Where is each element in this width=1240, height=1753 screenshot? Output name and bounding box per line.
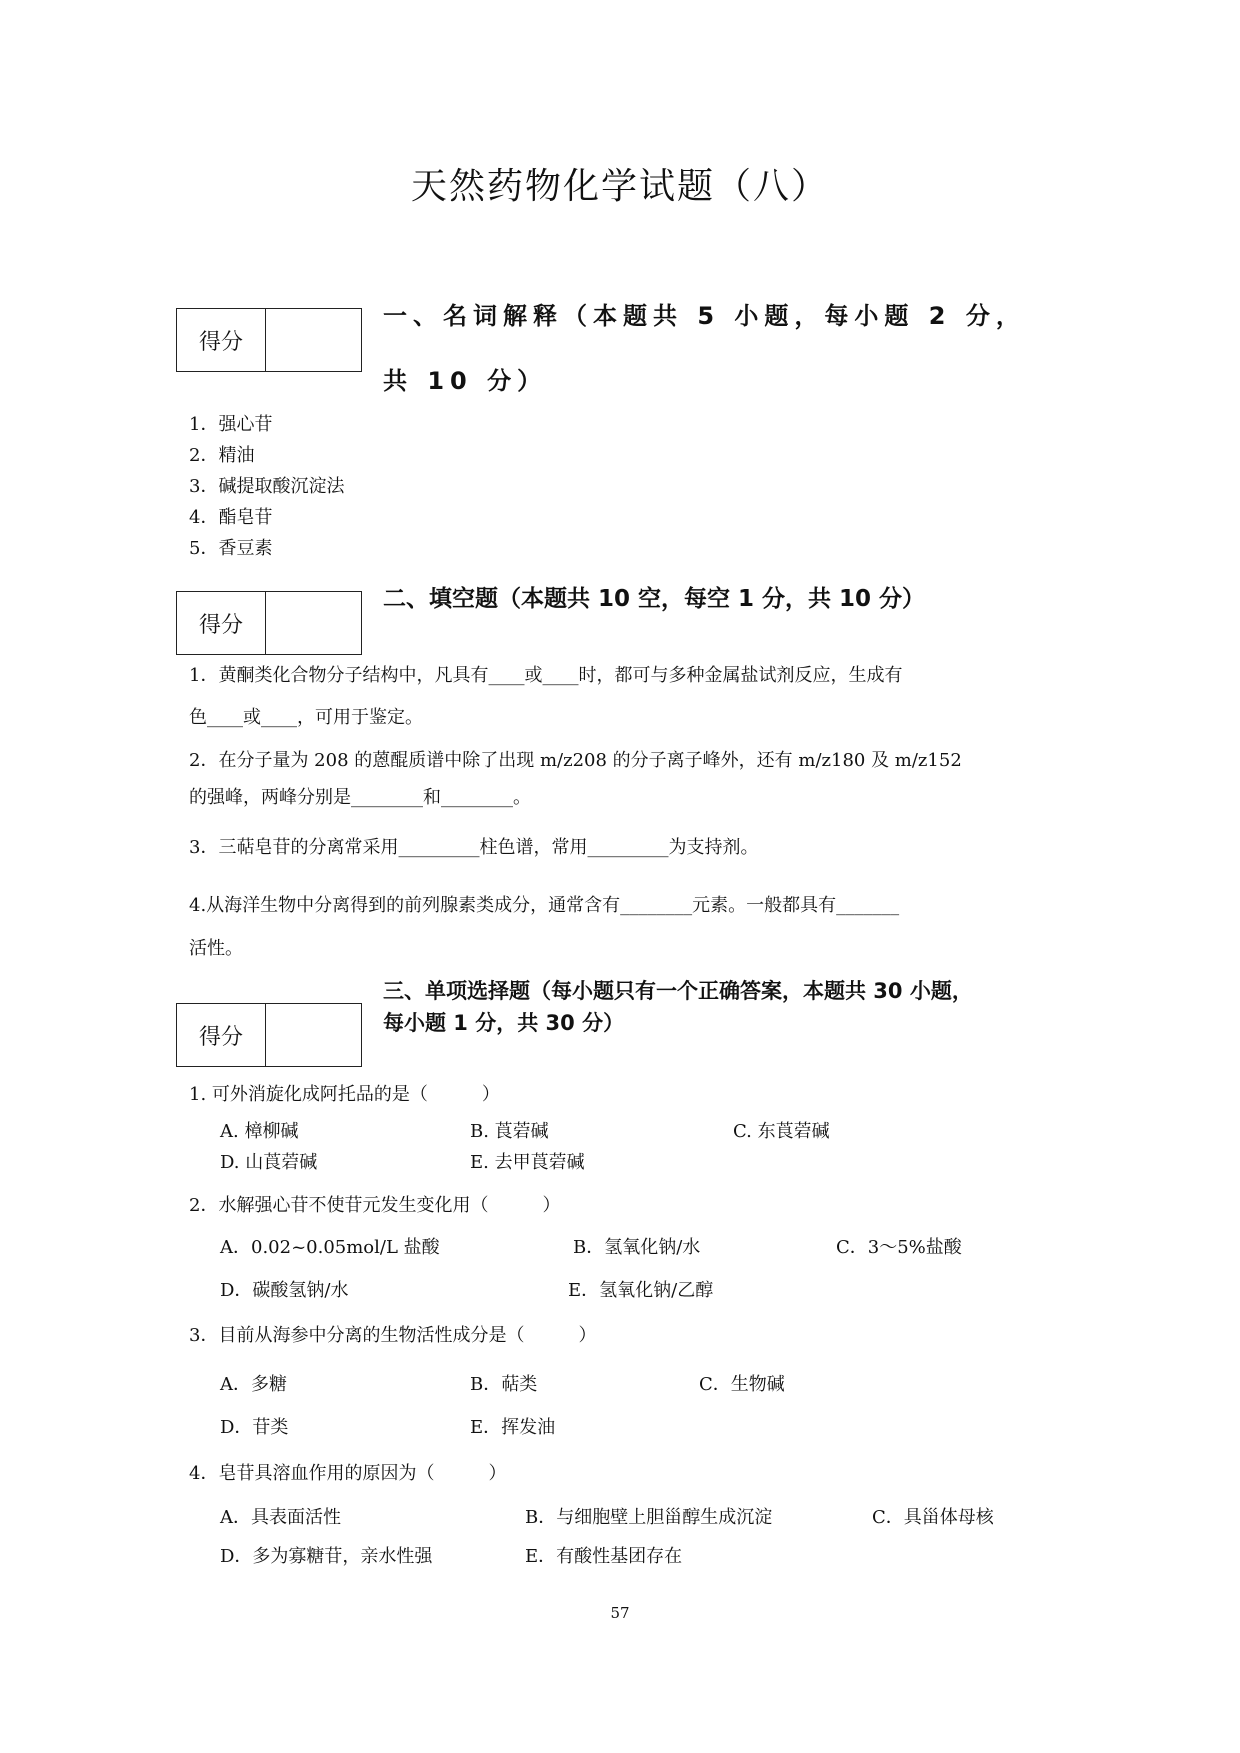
fill-question-line: 1．黄酮类化合物分子结构中，凡具有____或____时，都可与多种金属盐试剂反应，生成有 xyxy=(189,665,903,686)
page-title: 天然药物化学试题（八） xyxy=(410,166,829,207)
fill-question-line: 2．在分子量为 208 的蒽醌质谱中除了出现 m/z208 的分子离子峰外，还有 m/z180 及 m/z152 xyxy=(189,750,962,771)
fill-question-line: 活性。 xyxy=(189,938,243,959)
score-value-cell xyxy=(266,309,361,371)
question-stem: 1. 可外消旋化成阿托品的是（ ） xyxy=(189,1084,500,1105)
option: E．有酸性基团存在 xyxy=(525,1546,683,1567)
question-stem: 2．水解强心苷不使苷元发生变化用（ ） xyxy=(189,1195,561,1216)
option: D. 山莨菪碱 xyxy=(220,1152,318,1173)
question-stem: 3．目前从海参中分离的生物活性成分是（ ） xyxy=(189,1325,597,1346)
term-item: 5．香豆素 xyxy=(189,538,273,559)
option: B．萜类 xyxy=(470,1374,538,1395)
score-label: 得分 xyxy=(177,592,266,654)
section1-heading: 一、名词解释（本题共 5 小题，每小题 2 分， xyxy=(383,302,1026,330)
score-label: 得分 xyxy=(177,309,266,371)
page-number: 57 xyxy=(610,1604,630,1622)
option: C．3～5%盐酸 xyxy=(836,1237,962,1258)
section2-heading: 二、填空题（本题共 10 空，每空 1 分，共 10 分） xyxy=(383,586,926,612)
option: E. 去甲莨菪碱 xyxy=(470,1152,585,1173)
score-value-cell xyxy=(266,592,361,654)
option: A．具表面活性 xyxy=(220,1507,341,1528)
fill-question-line: 3．三萜皂苷的分离常采用_________柱色谱，常用_________为支持剂。 xyxy=(189,837,759,858)
section1-heading-cont: 共 10 分） xyxy=(383,367,548,395)
option: D．多为寡糖苷，亲水性强 xyxy=(220,1546,433,1567)
option: B. 莨菪碱 xyxy=(470,1121,549,1142)
option: C. 东莨菪碱 xyxy=(733,1121,830,1142)
section3-heading: 三、单项选择题（每小题只有一个正确答案，本题共 30 小题， xyxy=(383,979,973,1003)
term-item: 2．精油 xyxy=(189,445,255,466)
option: A．多糖 xyxy=(220,1374,287,1395)
score-value-cell xyxy=(266,1004,361,1066)
score-box xyxy=(176,591,362,655)
option: B．氢氧化钠/水 xyxy=(573,1237,701,1258)
score-box xyxy=(176,308,362,372)
option: A．0.02~0.05mol/L 盐酸 xyxy=(220,1237,440,1258)
option: E．挥发油 xyxy=(470,1417,556,1438)
term-item: 1．强心苷 xyxy=(189,414,273,435)
score-box xyxy=(176,1003,362,1067)
option: E．氢氧化钠/乙醇 xyxy=(568,1280,714,1301)
term-item: 3．碱提取酸沉淀法 xyxy=(189,476,345,497)
score-label: 得分 xyxy=(177,1004,266,1066)
option: C．具甾体母核 xyxy=(872,1507,994,1528)
fill-question-line: 色____或____，可用于鉴定。 xyxy=(189,707,423,728)
fill-question-line: 的强峰，两峰分别是________和________。 xyxy=(189,787,531,808)
term-item: 4．酯皂苷 xyxy=(189,507,273,528)
fill-question-line: 4.从海洋生物中分离得到的前列腺素类成分，通常含有________元素。一般都具有_______ xyxy=(189,895,900,916)
section3-heading-cont: 每小题 1 分，共 30 分） xyxy=(383,1011,625,1035)
option: D．苷类 xyxy=(220,1417,289,1438)
option: D．碳酸氢钠/水 xyxy=(220,1280,349,1301)
option: C．生物碱 xyxy=(699,1374,785,1395)
option: B．与细胞壁上胆甾醇生成沉淀 xyxy=(525,1507,773,1528)
question-stem: 4．皂苷具溶血作用的原因为（ ） xyxy=(189,1463,507,1484)
option: A. 樟柳碱 xyxy=(220,1121,299,1142)
